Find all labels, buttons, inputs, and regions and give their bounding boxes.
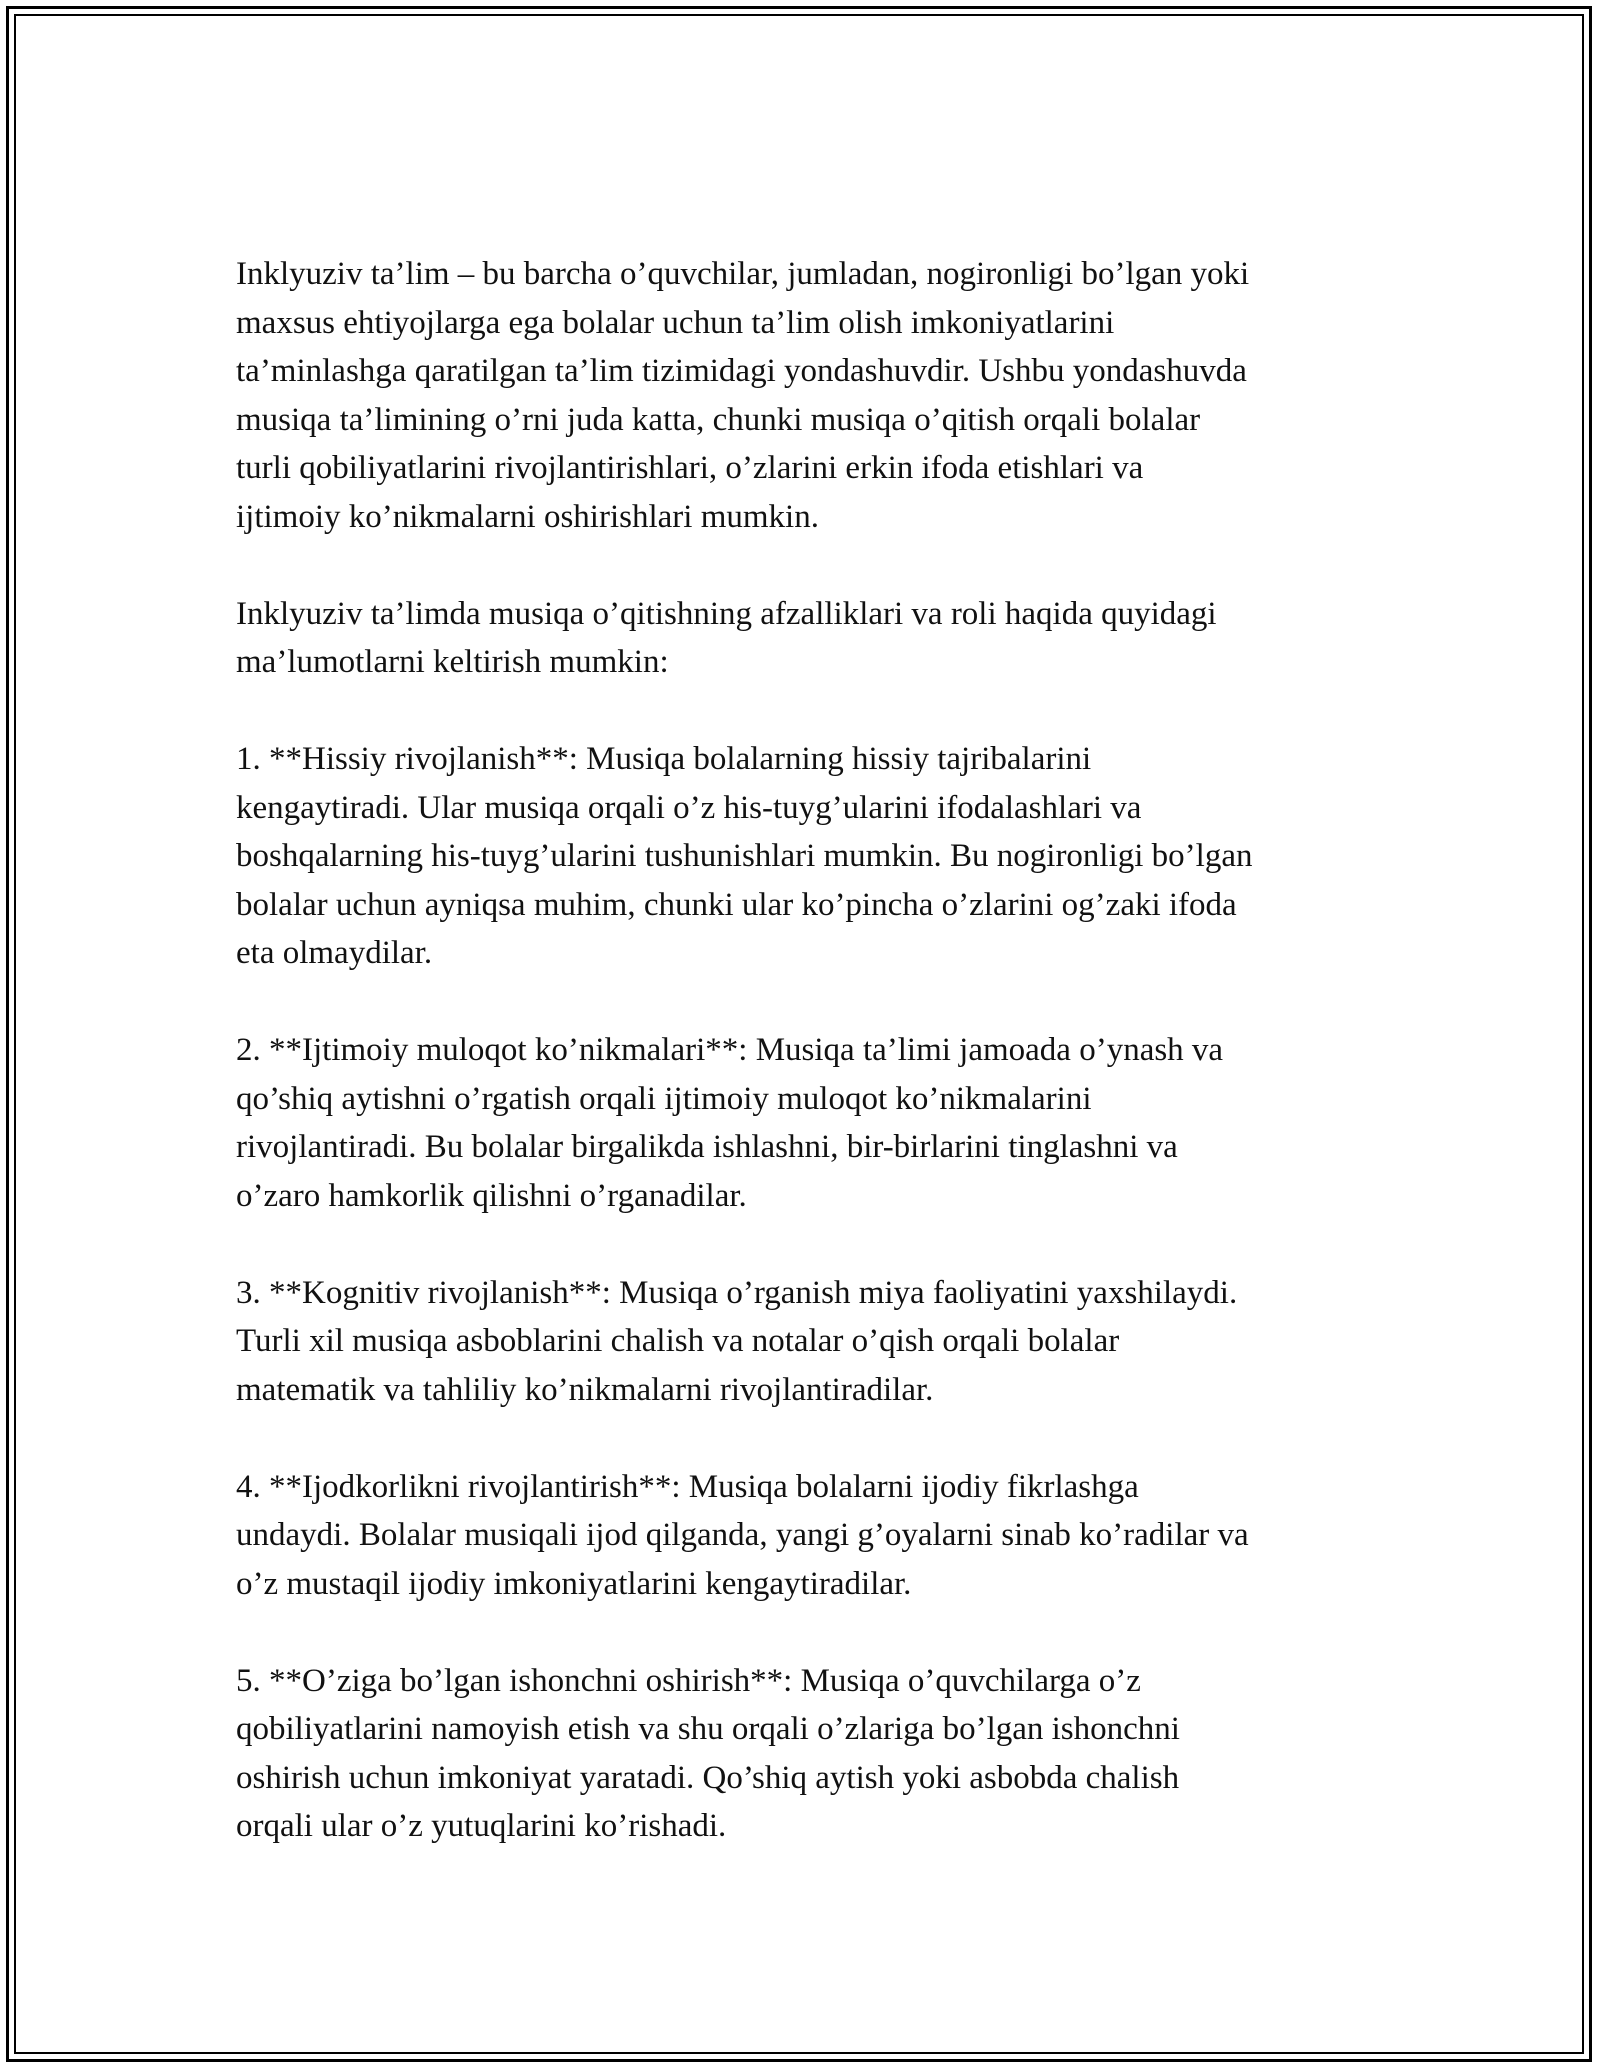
list-item-kognitiv-rivojlanish: 3. **Kognitiv rivojlanish**: Musiqa o’rganish miya faoliyatini yaxshilaydi. Turli xil musiqa asboblarini chalish va notalar o’qish orqali bolalar matematik va tahliliy ko’nikmalarni rivojlantiradilar.	[236, 1274, 1238, 1408]
paragraph-intro: Inklyuziv ta’lim – bu barcha o’quvchilar, jumladan, nogironligi bo’lgan yoki maxsus ehtiyojlarga ega bolalar uchun ta’lim olish imkoniyatlarini ta’minlashga qaratilgan ta’lim tizimidagi yondashuvdir. Ushbu yondashuvda musiqa ta’limining o’rni juda katta, chunki musiqa o’qitish orqali bolalar turli qobiliyatlarini rivojlantirishlari, o’zlarini erkin ifoda etishlari va ijtimoiy ko’nikmalarni oshirishlari mumkin.	[236, 256, 1250, 535]
paragraph-lead-in: Inklyuziv ta’limda musiqa o’qitishning afzalliklari va roli haqida quyidagi ma’lumotlarni keltirish mumkin:	[236, 595, 1217, 680]
list-item-ijtimoiy-muloqot: 2. **Ijtimoiy muloqot ko’nikmalari**: Musiqa ta’limi jamoada o’ynash va qo’shiq aytishni o’rgatish orqali ijtimoiy muloqot ko’nikmalarini rivojlantiradi. Bu bolalar birgalikda ishlashni, bir-birlarini tinglashni va o’zaro hamkorlik qilishni o’rganadilar.	[236, 1032, 1224, 1214]
list-item-ijodkorlik: 4. **Ijodkorlikni rivojlantirish**: Musiqa bolalarni ijodiy fikrlashga undaydi. Bolalar musiqali ijod qilganda, yangi g’oyalarni sinab ko’radilar va o’z mustaqil ijodiy imkoniyatlarini kengaytiradilar.	[236, 1468, 1249, 1602]
list-item-ishonch: 5. **O’ziga bo’lgan ishonchni oshirish**: Musiqa o’quvchilarga o’z qobiliyatlarini namoyish etish va shu orqali o’zlariga bo’lgan ishonchni oshirish uchun imkoniyat yaratadi. Qo’shiq aytish yoki asbobda chalish orqali ular o’z yutuqlarini ko’rishadi.	[236, 1662, 1180, 1844]
list-item-hissiy-rivojlanish: 1. **Hissiy rivojlanish**: Musiqa bolalarning hissiy tajribalarini kengaytiradi. Ular musiqa orqali o’z his-tuyg’ularini ifodalashlari va boshqalarning his-tuyg’ularini tushunishlari mumkin. Bu nogironligi bo’lgan bolalar uchun ayniqsa muhim, chunki ular ko’pincha o’zlarini og’zaki ifoda eta olmaydilar.	[236, 741, 1253, 971]
document-body	[236, 250, 1386, 1899]
